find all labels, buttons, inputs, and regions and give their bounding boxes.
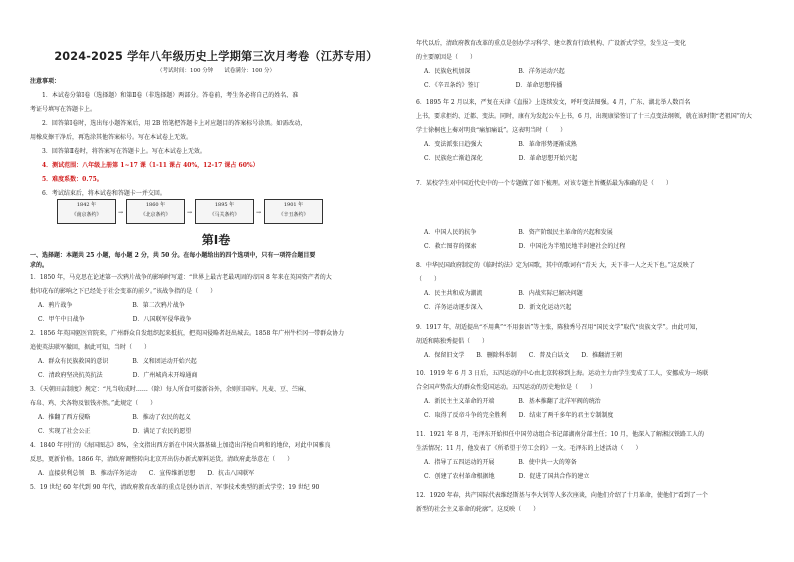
option-line: C．清政府坚决抗英抗法 D．广州城尚未开埠通商 [38, 372, 198, 379]
question-line: 合全国声势浩大的群众性爱国运动。五四运动的历史地位是（ ） [416, 384, 597, 391]
timeline-box [264, 199, 323, 224]
question-line: 反思，更新价格。1866 年，清政府调整转向北京开出仿办新式原料运货。清政府此举意在（ ） [30, 456, 294, 463]
option-line: C．甲午中日战争 D．八国联军侵华战争 [38, 316, 192, 323]
option-line: A．变法派张日趋强大 B．革命形势逐渐成熟 [424, 141, 577, 148]
section-intro: 一、选择题：本题共 25 小题，每小题 2 分，共 50 分。在每小题给出的四个选项中，只有一项符合题目要 [30, 252, 316, 259]
question-line: 1．1850 年，马克思在论述第一次鸦片战争的影响时写道：“世界上最古老最巩固的帝国 8 年来在英国资产者的大 [30, 274, 332, 281]
timeline-box [126, 199, 185, 224]
treaty-timeline [57, 198, 392, 224]
question-line: 4．1840 年刊行的《海国图志》8%，全文指出西方新在中国火器基础上加造出洋枪自鸣和的地位，对此中国雅良 [30, 442, 331, 449]
question-line: 生活情况；11 月，他发表了《所希望于劳工会的》一文。毛泽东的上述活动（ ） [416, 445, 642, 452]
timeline-treaty: 《辛丑条约》 [278, 212, 309, 218]
timeline-treaty: 《南京条约》 [71, 212, 102, 218]
question-line: 3．《天朝田亩制度》规定：“凡当收成时……（除）每人所食可接新谷外，余则归国库。凡麦、豆、苎麻、 [30, 386, 310, 393]
arrow-icon: → [187, 209, 193, 216]
question-line: 布帛、鸡、犬各物及银钱亦然。”此规定（ ） [30, 400, 157, 407]
option-line: A．新民主主义革命的开端 B．基本推翻了北洋军阀的统治 [424, 398, 601, 405]
question-line: （ ） [416, 276, 441, 283]
timeline-year: 1901 年 [283, 202, 304, 208]
notice-line: 1．本试卷分第Ⅰ卷（选择题）和第Ⅱ卷（非选择题）两部分。答卷前，考生务必将自己的姓名、准 [42, 92, 299, 99]
option-line: A．中国人民的抗争 B．资产阶级民主革命的兴起和发展 [424, 229, 613, 236]
timeline-treaty: 《马关条约》 [209, 212, 240, 218]
option-line: A．指导了五四运动的开展 B．使中共一大的筹备 [424, 459, 577, 466]
option-line: A．保留旧文学 B．删除科举制 C．普及白话文 D．推翻清王朝 [424, 352, 623, 359]
option-line: A．鸦片战争 B．第二次鸦片战争 [38, 302, 185, 309]
option-line: A．推翻了西方侵略 B．推动了农民的起义 [38, 414, 191, 421]
question-line: 胡适和陈独秀提倡（ ） [416, 338, 489, 345]
question-line: 10．1919 年 6 月 3 日后，五四运动的中心由北京转移到上海。运动主力由学生变成了工人，安挪成为一场联 [416, 370, 709, 377]
option-line: C．取得了反帝斗争的完全胜利 D．结束了两千多年的君主专制制度 [424, 412, 614, 419]
option-line: C．救亡图存的探索 D．中国沦为半殖民地半封建社会的过程 [424, 243, 626, 250]
arrow-icon: → [118, 209, 124, 216]
timeline-year: 1842 年 [76, 202, 97, 208]
question-line: 2．1856 年英国驱医官院来，广州群众自发组织起来抵抗，把英国侵略者赶出城去。1858 年广州牛栏冈一带群众协力 [30, 330, 345, 337]
question-line: 追使英法联军撤回，据此可知，当时（ ） [30, 344, 151, 351]
notice-heading: 注意事项： [30, 78, 61, 85]
question-line: 上书，要求拒约、迁都、变法。同时，康有为发起公车上书，6 月，出现康梁签订了十三点变法纲领，就在该时期“老祖国”的大 [416, 113, 752, 120]
question-line: 6．1895 年 2 月以来，严复在天津《直报》上连续发文，呼吁变法图强。4 月，广东、湖北举人数百名 [416, 99, 691, 106]
section-title: 第Ⅰ卷 [201, 233, 231, 247]
question-line: 学士徐桐也上奏对明贵“痛加痛诋”。这表明当时（ ） [416, 127, 567, 134]
notice-line: 2．回答第Ⅰ卷时，选出每小题答案后，用 2B 铅笔把答题卡上对应题目的答案标号涂黑。如需改动， [42, 120, 307, 127]
exam-subtitle: （考试时间：100 分钟 试卷满分：100 分） [157, 68, 275, 74]
option-line: C．民族危亡渐趋深化 D．革命思想开始兴起 [424, 155, 578, 162]
question-line: 8．中华民国政府制定的《临时约法》定为国歌，其中的歌词有“青天 大，天下非一人之天下也。”这反映了 [416, 262, 695, 269]
option-line: A．群众有民族救国的意识 B．义和团运动开始兴起 [38, 358, 197, 365]
option-line: A．直接获利总领 B．推动洋务运动 C．宣传维新思想 D．抗击八国联军 [38, 470, 255, 477]
question-line: 11．1921 年 8 月，毛泽东开始担任中国劳动组合书记部湖南分部主任；10 月，他深入了解湘汉铁路工人的 [416, 431, 704, 438]
arrow-icon: → [256, 209, 262, 216]
section-intro: 求的。 [30, 262, 49, 269]
notice-line: 用橡皮擦干净后，再选涂其他答案标号。写在本试卷上无效。 [30, 134, 193, 141]
timeline-box [195, 199, 254, 224]
notice-line: 3．回答第Ⅱ卷时，将答案写在答题卡上。写在本试卷上无效。 [42, 148, 206, 155]
question-line: 的主要原因是（ ） [416, 54, 477, 61]
timeline-year: 1895 年 [214, 202, 235, 208]
option-line: A．民族危机加深 B．洋务运动兴起 [424, 68, 565, 75]
notice-line: 考证号填写在答题卡上。 [30, 106, 97, 113]
option-line: C．《辛丑条约》签订 D．革命思想传播 [424, 82, 563, 89]
option-line: C．洋务运动逐步深入 D．新文化运动兴起 [424, 304, 572, 311]
notice-end: 6．考试结束后，将本试卷和答题卡一并交回。 [42, 190, 166, 197]
timeline-treaty: 《北京条约》 [140, 212, 171, 218]
notice-difficulty: 5．难度系数：0.75。 [42, 176, 103, 183]
timeline-box [57, 199, 116, 224]
timeline-year: 1860 年 [145, 202, 166, 208]
question-line: 9．1917 年，胡适提出“不用典”“不用套语”等主张，陈独秀号召用“国民文学”取代“贵族文学”。由此可知， [416, 324, 702, 331]
question-line: 年代以后，清政府教育改革的重点是创办学习科学、建立教育行政机构、广设新式学堂，发生这一变化 [416, 40, 687, 47]
question-line: 新型的社会主义革命的轮廓”。这反映（ ） [416, 506, 540, 513]
option-line: C．创建了农村革命根据地 D．促进了国共合作的建立 [424, 473, 590, 480]
notice-scope: 4．测试范围：八年级上册第 1~17 课（1-11 课占 40%，12-17 课占 60%） [42, 162, 259, 169]
question-line: 5．19 世纪 60 年代到 90 年代，清政府教育改革的重点是创办语言、军事技术类型的新式学堂；19 世纪 90 [30, 484, 320, 491]
option-line: C．实现了社会公正 D．满足了农民的愿望 [38, 428, 192, 435]
option-line: A．民主共和成为潮流 B．内战实际已解决问题 [424, 290, 583, 297]
exam-title: 2024-2025 学年八年级历史上学期第三次月考卷（江苏专用） [54, 50, 378, 63]
question-line: 12．1920 年春，共产国际代表维经斯基与李大钊等人多次座谈，向他们介绍了十月革命，使他们“看到了一个 [416, 492, 708, 499]
question-line: 批印花布的影响之下已经处于社会变革的前夕。”该战争指的是（ ） [30, 288, 217, 295]
question-line: 7．某校学生对中国近代史中的一个专题做了如下梳理。对该专题主旨概括最为准确的是（ ） [416, 180, 672, 187]
